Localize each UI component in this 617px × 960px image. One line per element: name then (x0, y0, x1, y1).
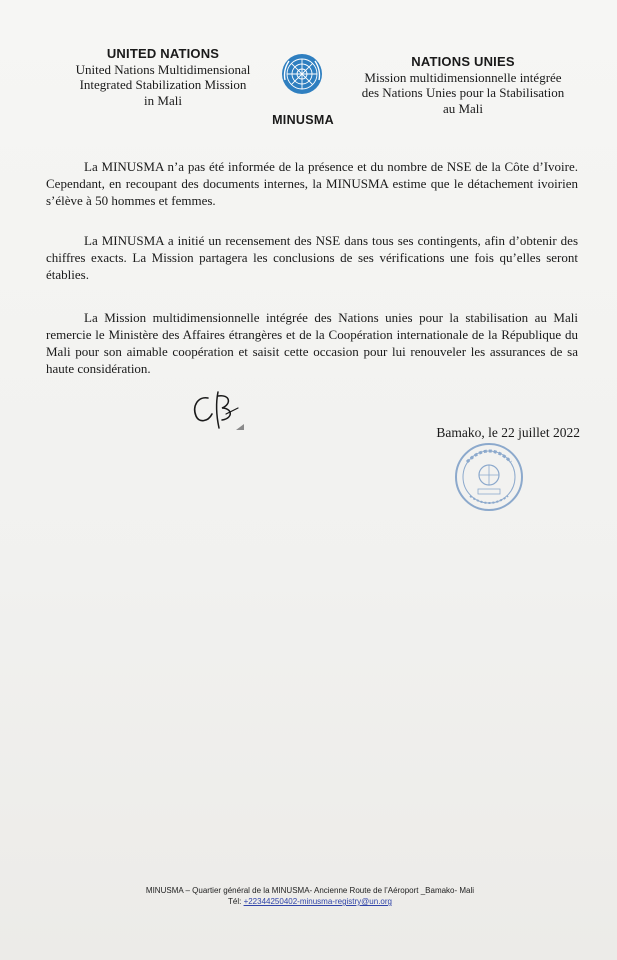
footer-address: MINUSMA – Quartier général de la MINUSMA- Ancienne Route de l’Aéroport _Bamako- Mali (145, 886, 475, 895)
footer-tel-label: Tél: (228, 897, 244, 906)
un-emblem-icon (280, 52, 324, 96)
mission-acronym: MINUSMA (272, 113, 334, 127)
mission-name-french-line-1: Mission multidimensionnelle intégrée (364, 69, 562, 85)
place-and-date: Bamako, le 22 juillet 2022 (436, 425, 580, 440)
handwritten-signature (186, 384, 256, 434)
body-paragraph-1: La MINUSMA n’a pas été informée de la présence et du nombre de NSE de la Côte d’Ivoire. Cependant, en recoupant des documents internes, la MINUSMA estime que le détachement ivoirien s’élève à 50 hommes et femmes. (46, 159, 578, 208)
body-paragraph-2: La MINUSMA a initié un recensement des NSE dans tous ses contingents, afin d’obtenir des chiffres exacts. La Mission partagera les conclusions de ses vérifications une fois qu’elles seront établies. (46, 233, 578, 282)
official-stamp (452, 440, 526, 514)
footer-contact-link[interactable]: +22344250402-minusma-registry@un.org (243, 897, 392, 906)
letterhead-french (348, 54, 578, 116)
letter-footer (60, 885, 560, 907)
mission-name-french-line-2: des Nations Unies pour la Stabilisation (361, 85, 565, 100)
org-name-english: UNITED NATIONS (106, 46, 220, 61)
mission-name-french-line-3: au Mali (442, 100, 484, 116)
org-name-french: NATIONS UNIES (411, 54, 515, 69)
body-paragraph-3: La Mission multidimensionnelle intégrée des Nations unies pour la stabilisation au Mali remercie le Ministère des Affaires étrangères et de la Coopération internationale de la République du Mali pour son aimable coopération et saisit cette occasion pour lui renouveler les assurances de sa haute considération. (46, 310, 578, 376)
mission-name-english-line-1: United Nations Multidimensional (75, 61, 251, 77)
mission-name-english-line-3: in Mali (144, 92, 182, 108)
mission-name-english-line-2: Integrated Stabilization Mission (79, 77, 247, 92)
letterhead-english (56, 46, 270, 108)
footer-contact (60, 896, 560, 907)
